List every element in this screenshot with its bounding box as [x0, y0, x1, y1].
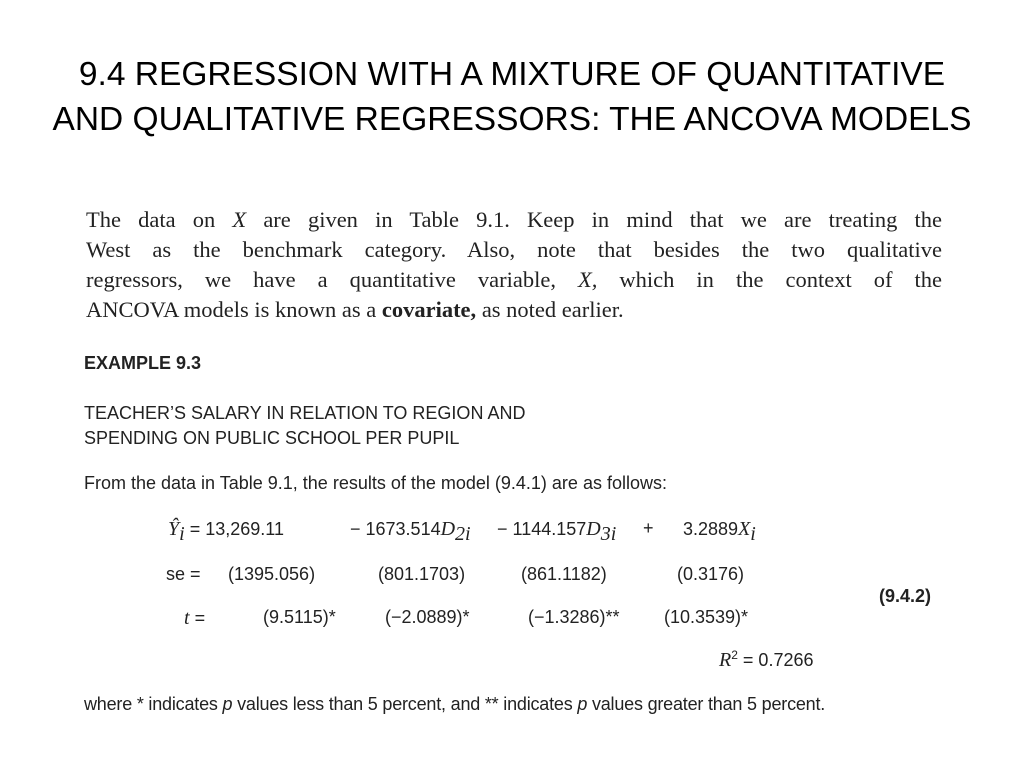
slide-title	[0, 52, 1024, 142]
se-value: (861.1182)	[521, 564, 607, 584]
equation-lhs: $Ŷ_i = 13,269.11$	[168, 518, 284, 545]
intro-paragraph	[86, 205, 942, 325]
footnote: where * indicates p values less than 5 percent, and ** indicates p values greater than 5 percent.	[84, 694, 826, 714]
se-value: (801.1703)	[378, 564, 466, 584]
equation-term-d2: − $1673.514D_{2i}$	[350, 518, 471, 545]
equation-term-d3: − $1144.157D_{3i}$	[497, 518, 617, 545]
example-title-line-1: TEACHER’S SALARY IN RELATION TO REGION AND	[84, 403, 526, 423]
example-label: EXAMPLE 9.3	[84, 353, 202, 373]
se-value: (1395.056)	[228, 564, 316, 584]
intro-line-1: The data on X are given in Table 9.1. Keep in mind that we are treating the	[86, 207, 942, 232]
intro-line-3: regressors, we have a quantitative variable, X, which in the context of the	[86, 267, 942, 292]
intro-line-2: West as the benchmark category. Also, note that besides the two qualitative	[86, 237, 942, 262]
example-title	[84, 401, 525, 451]
title-line-1: 9.4 REGRESSION WITH A MIXTURE OF QUANTITATIVE	[78, 56, 946, 93]
equation-term-x: $3.2889X_i$	[683, 518, 756, 545]
t-value: (10.3539)*	[664, 607, 749, 627]
t-label: t =	[184, 607, 206, 629]
example-lead-text: From the data in Table 9.1, the results of the model (9.4.1) are as follows:	[84, 473, 667, 493]
se-label: se =	[166, 564, 201, 584]
equation-number: (9.4.2)	[879, 586, 932, 606]
intro-line-4: ANCOVA models is known as a covariate, as noted earlier.	[86, 297, 624, 322]
t-value: (−1.3286)**	[528, 607, 620, 627]
title-line-2: AND QUALITATIVE REGRESSORS: THE ANCOVA MODELS	[52, 101, 972, 138]
t-value: (−2.0889)*	[385, 607, 470, 627]
equation-plus: +	[643, 518, 654, 538]
example-title-line-2: SPENDING ON PUBLIC SCHOOL PER PUPIL	[84, 428, 460, 448]
se-value: (0.3176)	[677, 564, 745, 584]
r-squared: $R^2 = 0.7266$	[719, 648, 814, 671]
t-value: (9.5115)*	[263, 607, 336, 627]
